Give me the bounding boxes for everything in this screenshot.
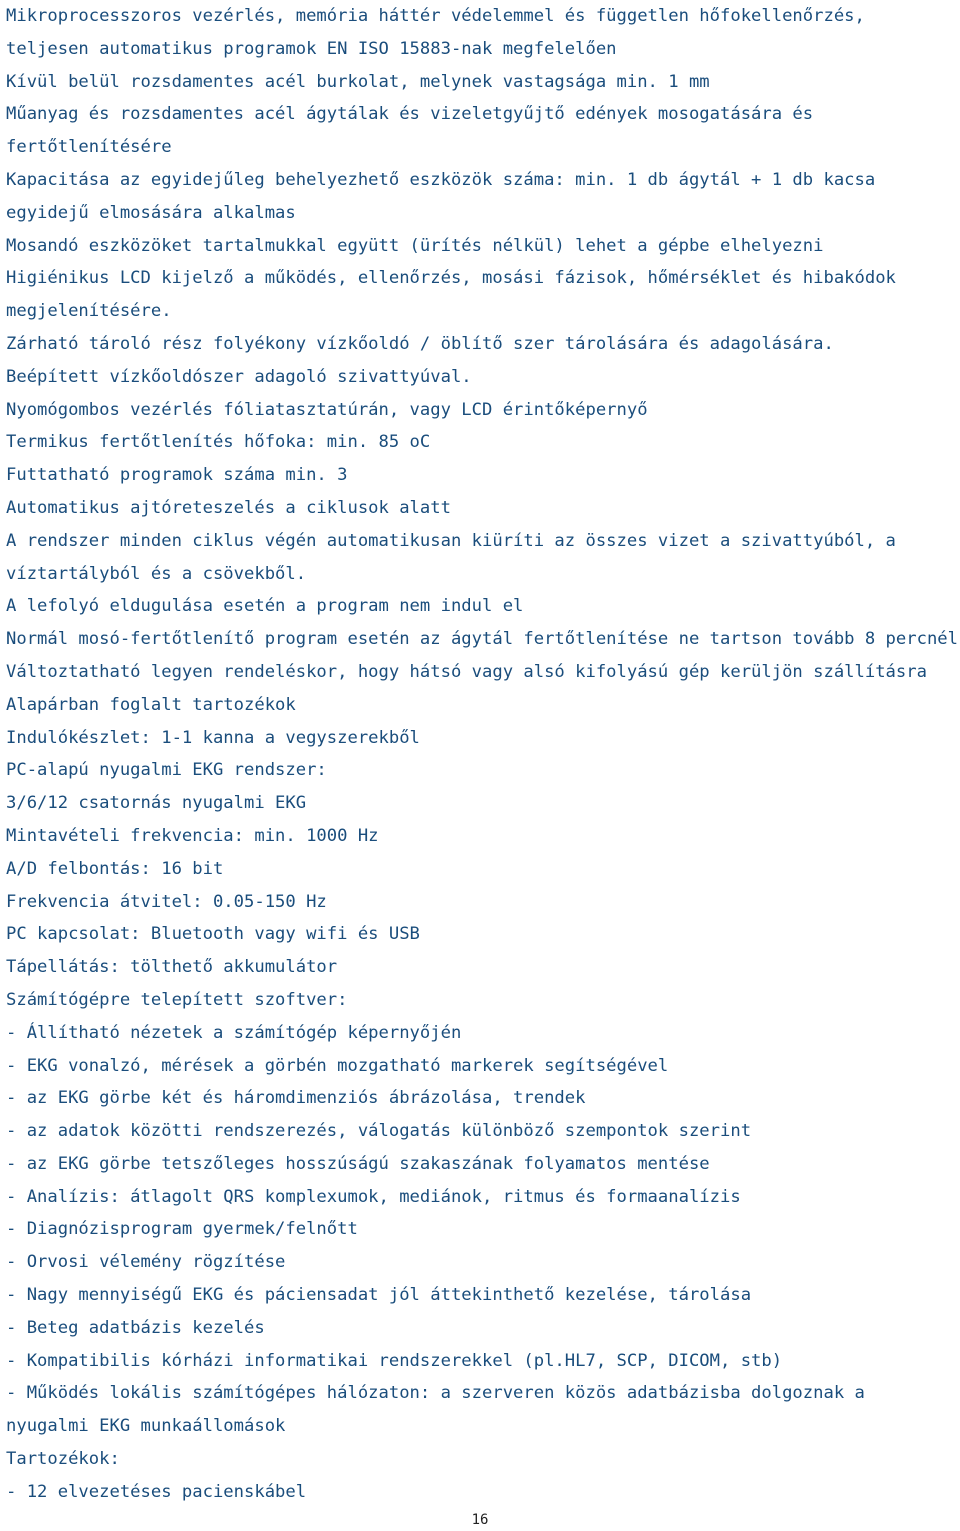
text-line: - Kompatibilis kórházi informatikai rendszerekkel (pl.HL7, SCP, DICOM, stb)	[6, 1350, 783, 1371]
text-line: 3/6/12 csatornás nyugalmi EKG	[6, 793, 307, 814]
text-line: Automatikus ajtóreteszelés a ciklusok alatt	[6, 497, 451, 518]
text-line: fertőtlenítésére	[6, 137, 172, 158]
text-line: - 12 elvezetéses pacienskábel	[6, 1481, 307, 1502]
text-line: PC kapcsolat: Bluetooth vagy wifi és USB	[6, 924, 420, 945]
page-number: 16	[471, 1512, 489, 1528]
text-line: - Diagnózisprogram gyermek/felnőtt	[6, 1219, 358, 1240]
text-line: Futtatható programok száma min. 3	[6, 465, 348, 486]
text-line: - EKG vonalzó, mérések a görbén mozgatható markerek segítségével	[6, 1055, 669, 1076]
text-line: - Nagy mennyiségű EKG és páciensadat jól áttekinthető kezelése, tárolása	[6, 1285, 752, 1306]
text-line: - Állítható nézetek a számítógép képernyőjén	[6, 1022, 462, 1043]
text-line: A lefolyó eldugulása esetén a program nem indul el	[6, 596, 524, 617]
text-line: Változtatható legyen rendeléskor, hogy hátsó vagy alsó kifolyású gép kerüljön szállításra	[6, 661, 927, 682]
text-line: Normál mosó-fertőtlenítő program esetén az ágytál fertőtlenítése ne tartson tovább 8 percnél	[6, 629, 958, 650]
text-line: Kapacitása az egyidejűleg behelyezhető eszközök száma: min. 1 db ágytál + 1 db kacsa	[6, 169, 876, 190]
text-line: Termikus fertőtlenítés hőfoka: min. 85 oC	[6, 432, 431, 453]
text-line: Műanyag és rozsdamentes acél ágytálak és vizeletgyűjtő edények mosogatására és	[6, 104, 814, 125]
text-line: Indulókészlet: 1-1 kanna a vegyszerekből	[6, 727, 420, 748]
text-line: A/D felbontás: 16 bit	[6, 858, 224, 879]
text-line: Beépített vízkőoldószer adagoló szivattyúval.	[6, 366, 472, 387]
text-line: Tartozékok:	[6, 1449, 120, 1470]
text-line: Mosandó eszközöket tartalmukkal együtt (ürítés nélkül) lehet a gépbe elhelyezni	[6, 235, 824, 256]
text-line: Alapárban foglalt tartozékok	[6, 694, 296, 715]
text-line: víztartályból és a csövekből.	[6, 563, 307, 584]
text-line: - az EKG görbe tetszőleges hosszúságú szakaszának folyamatos mentése	[6, 1153, 710, 1174]
text-line: - az adatok közötti rendszerezés, válogatás különböző szempontok szerint	[6, 1121, 752, 1142]
text-line: - Analízis: átlagolt QRS komplexumok, mediánok, ritmus és formaanalízis	[6, 1186, 741, 1207]
text-line: megjelenítésére.	[6, 301, 172, 322]
text-line: - Orvosi vélemény rögzítése	[6, 1252, 286, 1273]
text-line: Zárható tároló rész folyékony vízkőoldó / öblítő szer tárolására és adagolására.	[6, 333, 834, 354]
text-line: - az EKG görbe két és háromdimenziós ábrázolása, trendek	[6, 1088, 586, 1109]
text-line: teljesen automatikus programok EN ISO 15883-nak megfelelően	[6, 38, 617, 59]
text-line: - Beteg adatbázis kezelés	[6, 1317, 265, 1338]
text-line: PC-alapú nyugalmi EKG rendszer:	[6, 760, 327, 781]
text-line: Számítógépre telepített szoftver:	[6, 989, 348, 1010]
text-lines	[6, 0, 958, 1509]
text-line: nyugalmi EKG munkaállomások	[6, 1416, 286, 1437]
text-line: Mikroprocesszoros vezérlés, memória háttér védelemmel és független hőfokellenőrzés,	[6, 6, 865, 26]
text-line: - Működés lokális számítógépes hálózaton: a szerveren közös adatbázisba dolgoznak a	[6, 1383, 865, 1404]
text-line: Kívül belül rozsdamentes acél burkolat, melynek vastagsága min. 1 mm	[6, 71, 710, 92]
text-line: Higiénikus LCD kijelző a működés, ellenőrzés, mosási fázisok, hőmérséklet és hibakódok	[6, 268, 896, 289]
text-line: A rendszer minden ciklus végén automatikusan kiüríti az összes vizet a szivattyúból, a	[6, 530, 896, 551]
text-line: Nyomógombos vezérlés fóliatasztatúrán, vagy LCD érintőképernyő	[6, 399, 648, 420]
text-line: Tápellátás: tölthető akkumulátor	[6, 957, 338, 978]
text-line: Mintavételi frekvencia: min. 1000 Hz	[6, 825, 379, 846]
text-line: Frekvencia átvitel: 0.05-150 Hz	[6, 891, 327, 912]
text-line: egyidejű elmosására alkalmas	[6, 202, 296, 223]
